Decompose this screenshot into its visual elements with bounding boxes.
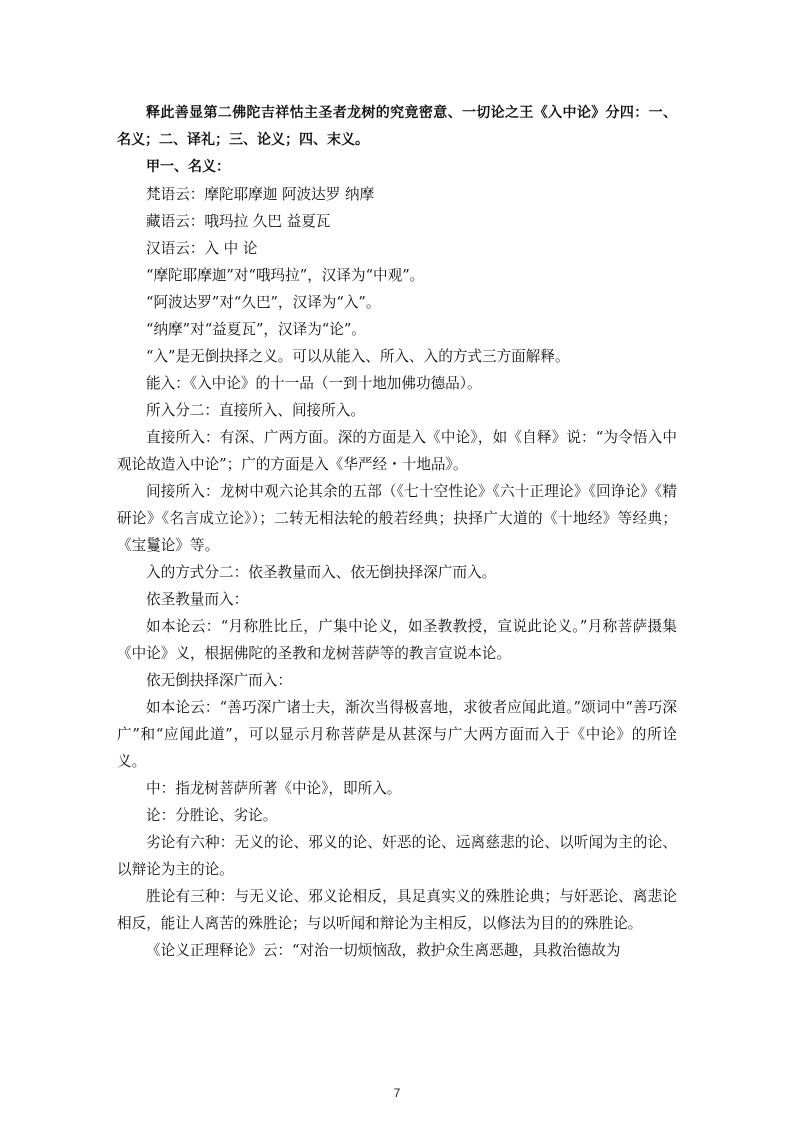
body-paragraph: 直接所入：有深、广两方面。深的方面是入《中论》，如《自释》说：“为令悟入中观论故造入中论”；广的方面是入《华严经・十地品》。 xyxy=(117,429,677,473)
body-paragraph: 劣论有六种：无义的论、邪义的论、奸恶的论、远离慈悲的论、以听闻为主的论、以辩论为主的论。 xyxy=(117,834,677,878)
body-paragraph: 所入分二：直接所入、间接所入。 xyxy=(146,402,365,419)
page-number: 7 xyxy=(393,1086,401,1100)
chinese-title-line: 汉语云：入 中 论 xyxy=(146,240,258,257)
body-paragraph: 胜论有三种：与无义论、邪义论相反，具足真实义的殊胜论典；与奸恶论、离悲论相反，能让人离苦的殊胜论；与以听闻和辩论为主相反，以修法为目的的殊胜论。 xyxy=(117,888,677,932)
section-heading: 甲一、名义： xyxy=(146,159,230,175)
body-paragraph: “阿波达罗”对“久巴”，汉译为“入”。 xyxy=(146,294,381,311)
body-paragraph: 间接所入：龙树中观六论其余的五部（《七十空性论》《六十正理论》《回诤论》《精研论》《名言成立论》）；二转无相法轮的般若经典；抉择广大道的《十地经》等经典；《宝鬘论》等。 xyxy=(117,483,677,554)
body-paragraph: 如本论云：“月称胜比丘，广集中论义，如圣教教授，宣说此论义。”月称菩萨摄集《中论》义，根据佛陀的圣教和龙树菩萨等的教言宣说本论。 xyxy=(117,618,677,662)
page-body xyxy=(117,100,677,964)
body-paragraph: 《论义正理释论》云：“对治一切烦恼敌，救护众生离恶趣，具救治德故为 xyxy=(146,942,621,959)
sanskrit-title-line: 梵语云：摩陀耶摩迦 阿波达罗 纳摩 xyxy=(146,186,375,203)
body-paragraph: “纳摩”对“益夏瓦”，汉译为“论”。 xyxy=(146,321,366,338)
body-paragraph: 如本论云：“善巧深广诸士夫，渐次当得极喜地，求彼者应闻此道。”颂词中“善巧深广”和“应闻此道”，可以显示月称菩萨是从甚深与广大两方面而入于《中论》的所诠义。 xyxy=(117,699,677,770)
tibetan-title-line: 藏语云：哦玛拉 久巴 益夏瓦 xyxy=(146,213,331,230)
body-paragraph: 依无倒抉择深广而入： xyxy=(146,672,292,689)
intro-paragraph: 释此善显第二佛陀吉祥怙主圣者龙树的究竟密意、一切论之王《入中论》分四：一、名义；二、译礼；三、论义；四、末义。 xyxy=(117,105,677,148)
body-paragraph: 中：指龙树菩萨所著《中论》，即所入。 xyxy=(146,780,402,797)
body-paragraph: “摩陀耶摩迦”对“哦玛拉”，汉译为“中观”。 xyxy=(146,267,425,284)
body-paragraph: “入”是无倒抉择之义。可以从能入、所入、入的方式三方面解释。 xyxy=(146,348,570,365)
body-paragraph: 依圣教量而入： xyxy=(146,591,249,608)
body-paragraph: 能入：《入中论》的十一品（一到十地加佛功德品）。 xyxy=(146,375,482,392)
body-paragraph: 论：分胜论、劣论。 xyxy=(146,807,278,824)
body-paragraph: 入的方式分二：依圣教量而入、依无倒抉择深广而入。 xyxy=(146,564,497,581)
